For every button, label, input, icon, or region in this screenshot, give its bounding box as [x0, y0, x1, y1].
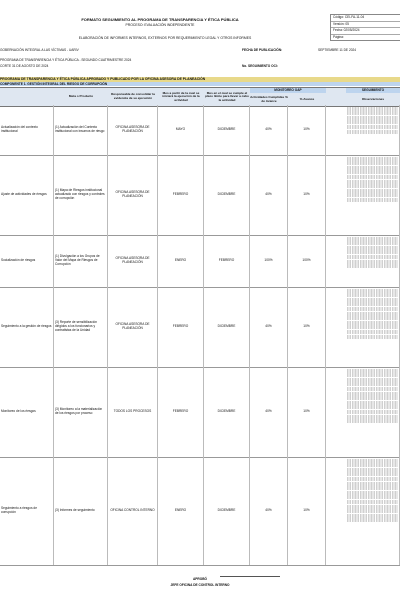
responsible-cell: TODOS LOS PROCESOS — [108, 367, 158, 457]
activities-cell: 100% — [250, 235, 288, 287]
observations-cell — [346, 235, 400, 287]
end-cell: FEBRERO — [204, 235, 250, 287]
signature-line — [220, 576, 280, 577]
end-cell: DICIEMBRE — [204, 155, 250, 235]
start-cell: ENERO — [158, 457, 204, 565]
start-cell: ENERO — [158, 235, 204, 287]
start-cell: FEBRERO — [158, 367, 204, 457]
activities-cell: 40% — [250, 367, 288, 457]
cut-date: CORTE 31 DE AGOSTO DE 2024 — [0, 64, 49, 68]
program-name: PROGRAMA DE TRANSPARENCIA Y ÉTICA PÚBLICA - SEGUNDO CUATRIMESTRE 2024 — [0, 58, 132, 62]
progress-cell: 100% — [288, 235, 326, 287]
program-section-bar: PROGRAMA DE TRANSPARENCIA Y ÉTICA PÚBLICA APROBADO Y PUBLICADO POR LA OFICINA ASESORA DE PLANEACIÓN — [0, 77, 400, 82]
observations-cell — [346, 287, 400, 367]
monitoreo-header: MONITOREO OAP — [250, 88, 326, 93]
seguimiento-header: SEGUIMIENTO — [346, 88, 400, 93]
start-cell: MAYO — [158, 105, 204, 155]
product-cell: (1) Divulgación a los Grupos de Valor del Mapa de Riesgos de Corrupción — [54, 235, 108, 287]
seguimiento-label: No. SEGUIMIENTO OCI: — [242, 64, 278, 68]
table-row — [0, 287, 400, 368]
responsible-cell: OFICINA ASESORA DE PLANEACIÓN — [108, 155, 158, 235]
col-header-observaciones: Observaciones — [361, 96, 385, 101]
end-cell: DICIEMBRE — [204, 367, 250, 457]
progress-cell: 10% — [288, 105, 326, 155]
responsible-cell: OFICINA CONTROL INTERNO — [108, 457, 158, 565]
product-cell: (3) Reporte de sensibilización dirigidos a los funcionarios y contratistas de la Unidad — [54, 287, 108, 367]
page-field: Página: — [333, 34, 344, 39]
cut-row — [0, 64, 400, 69]
publication-date: SEPTIEMBRE 11 DE 2024 — [318, 48, 357, 52]
table-row — [0, 367, 400, 458]
progress-cell: 10% — [288, 367, 326, 457]
publication-label: FECHA DE PUBLICACIÓN: — [242, 48, 283, 52]
component-section-bar: COMPONENTE 1. GESTIÓN INTEGRAL DEL RIESGO DE CORRUPCIÓN — [0, 82, 400, 86]
observations-cell — [346, 105, 400, 155]
product-cell: (1) Mapa de Riesgos institucional actualizado con riesgos y controles de corrupción — [54, 155, 108, 235]
activities-cell: 40% — [250, 287, 288, 367]
table-row — [0, 457, 400, 566]
product-cell: (1) Actualización del Contexto institucional con insumos de riesgo — [54, 105, 108, 155]
program-row — [0, 58, 400, 63]
version-field: Versión: 05 — [331, 22, 400, 29]
end-cell: DICIEMBRE — [204, 457, 250, 565]
col-header-responsable: Responsable de consolidar la evidencia de su ejecución — [111, 92, 155, 100]
table-row — [0, 235, 400, 288]
start-cell: FEBRERO — [158, 155, 204, 235]
signature-name: JEFE OFICINA DE CONTROL INTERNO — [170, 583, 230, 587]
end-cell: DICIEMBRE — [204, 105, 250, 155]
observations-cell — [346, 457, 400, 565]
col-header-actividades: Actividades Cumplidas % de Avance — [250, 94, 288, 103]
activities-table — [0, 105, 400, 565]
start-cell: FEBRERO — [158, 287, 204, 367]
col-header-inicio: Mes a partir de la cual se iniciará la ejecución de la actividad — [162, 90, 200, 102]
entity-row — [0, 48, 400, 53]
document-metadata-box — [330, 14, 400, 41]
activity-cell: Seguimiento a la gestión de riesgos — [0, 287, 54, 367]
activity-cell: Ajuste de actividades de riesgos — [0, 155, 54, 235]
process-label: PROCESO: EVALUACIÓN INDEPENDIENTE — [125, 23, 195, 27]
observations-cell — [346, 367, 400, 457]
progress-cell: 10% — [288, 457, 326, 565]
activities-cell: 40% — [250, 457, 288, 565]
code-field: Código: CEI-FA-11-04 — [331, 15, 400, 22]
entity-name: GOBERNACIÓN INTEGRAL A LAS VÍCTIMAS - UARIV — [0, 48, 79, 52]
observations-cell — [346, 155, 400, 235]
activity-cell: Monitoreo de los riesgos — [0, 367, 54, 457]
responsible-cell: OFICINA ASESORA DE PLANEACIÓN — [108, 105, 158, 155]
table-row — [0, 155, 400, 236]
activity-cell: Actualización del contexto institucional — [0, 105, 54, 155]
product-cell: (3) Informes de seguimiento — [54, 457, 108, 565]
document-description: ELABORACIÓN DE INFORMES INTERNOS, EXTERNOS POR REQUERIMIENTO LEGAL Y OTROS INFORMES — [78, 36, 252, 40]
progress-cell: 10% — [288, 287, 326, 367]
col-header-fin: Mes en el cual se cumple el plazo límite para llevar a cabo la actividad — [205, 90, 249, 102]
document-title: FORMATO SEGUIMIENTO AL PROGRAMA DE TRANSPARENCIA Y ÉTICA PÚBLICA — [81, 17, 239, 22]
col-header-producto: Meta o Producto — [68, 94, 94, 99]
product-cell: (3) Monitoreo a la materialización de los riesgos por proceso — [54, 367, 108, 457]
date-field: Fecha: 02/05/2024 — [331, 28, 400, 35]
end-cell: DICIEMBRE — [204, 287, 250, 367]
progress-cell: 10% — [288, 155, 326, 235]
table-header — [0, 87, 400, 107]
activity-cell: Socialización de riesgos — [0, 235, 54, 287]
responsible-cell: OFICINA ASESORA DE PLANEACIÓN — [108, 235, 158, 287]
activity-cell: Seguimiento a riesgos de corrupción — [0, 457, 54, 565]
activities-cell: 40% — [250, 105, 288, 155]
signature-label: APROBÓ — [193, 577, 207, 581]
activities-cell: 40% — [250, 155, 288, 235]
table-row — [0, 105, 400, 156]
responsible-cell: OFICINA ASESORA DE PLANEACIÓN — [108, 287, 158, 367]
col-header-avance: % Avance — [299, 96, 315, 101]
